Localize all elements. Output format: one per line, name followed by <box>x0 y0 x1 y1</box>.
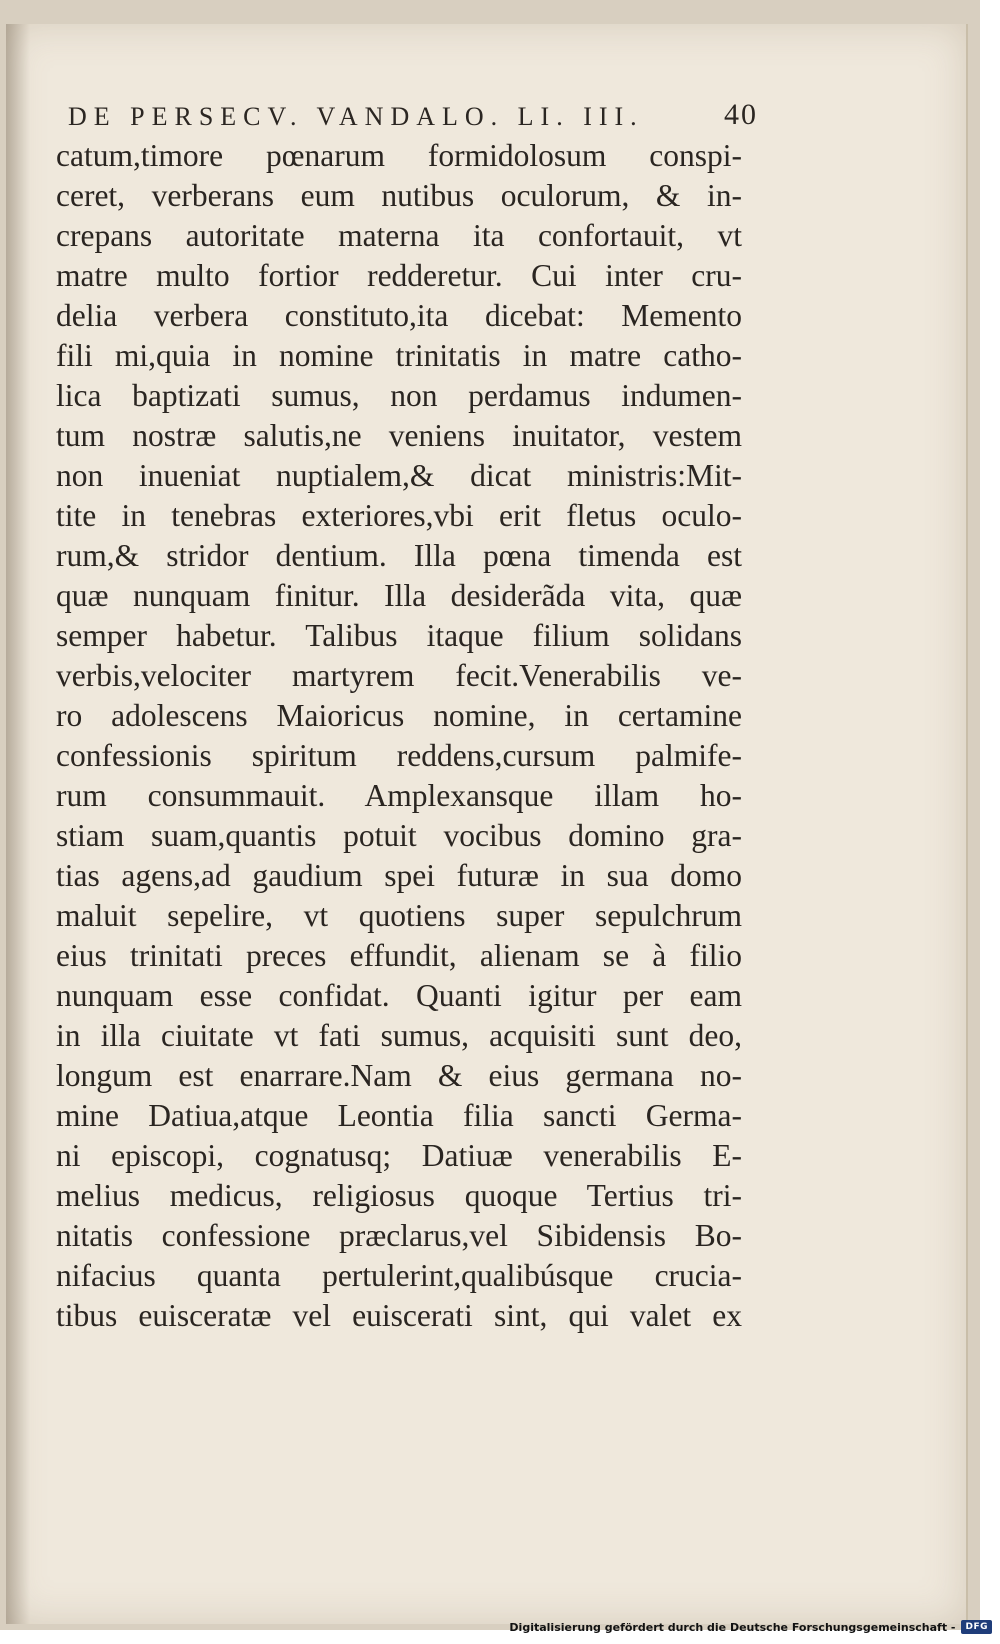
text-line: delia verbera constituto,ita dicebat: Memento <box>56 298 742 333</box>
text-line: rum consummauit. Amplexansque illam ho- <box>56 778 742 813</box>
text-line: lica baptizati sumus, non perdamus indumen- <box>56 378 742 413</box>
text-line: tite in tenebras exteriores,vbi erit fletus oculo- <box>56 498 742 533</box>
text-line: eius trinitati preces effundit, alienam se à filio <box>56 938 742 973</box>
text-line: maluit sepelire, vt quotiens super sepulchrum <box>56 898 742 933</box>
text-line: mine Datiua,atque Leontia filia sancti Germa- <box>56 1098 742 1133</box>
text-line: ceret, verberans eum nutibus oculorum, & in- <box>56 178 742 213</box>
text-line: matre multo fortior redderetur. Cui inter cru- <box>56 258 742 293</box>
text-line: tibus euisceratæ vel euiscerati sint, qui valet ex <box>56 1298 742 1333</box>
gutter-shadow <box>6 24 30 1624</box>
text-line: ni episcopi, cognatusq; Datiuæ venerabilis E- <box>56 1138 742 1173</box>
text-line: quæ nunquam finitur. Illa desiderãda vita, quæ <box>56 578 742 613</box>
text-line: in illa ciuitate vt fati sumus, acquisiti sunt deo, <box>56 1018 742 1053</box>
text-line: non inueniat nuptialem,& dicat ministris:Mit- <box>56 458 742 493</box>
text-line: melius medicus, religiosus quoque Tertius tri- <box>56 1178 742 1213</box>
text-line: rum,& stridor dentium. Illa pœna timenda est <box>56 538 742 573</box>
text-line: tum nostræ salutis,ne veniens inuitator, vestem <box>56 418 742 453</box>
digitization-credit <box>509 1616 992 1638</box>
text-line: nifacius quanta pertulerint,qualibúsque crucia- <box>56 1258 742 1293</box>
body-text <box>56 136 742 1336</box>
text-line: ro adolescens Maioricus nomine, in certamine <box>56 698 742 733</box>
dfg-logo-icon: DFG <box>961 1620 992 1634</box>
text-line: stiam suam,quantis potuit vocibus domino gra- <box>56 818 742 853</box>
running-head <box>68 88 758 132</box>
page-number: 40 <box>724 98 758 131</box>
text-line: verbis,velociter martyrem fecit.Venerabilis ve- <box>56 658 742 693</box>
running-title: DE PERSECV. VANDALO. LI. III. <box>68 102 644 131</box>
text-line: nunquam esse confidat. Quanti igitur per eam <box>56 978 742 1013</box>
text-line: tias agens,ad gaudium spei futuræ in sua domo <box>56 858 742 893</box>
text-line: catum,timore pœnarum formidolosum conspi- <box>56 138 742 173</box>
text-line: fili mi,quia in nomine trinitatis in matre catho- <box>56 338 742 373</box>
text-line: longum est enarrare.Nam & eius germana no- <box>56 1058 742 1093</box>
text-line: confessionis spiritum reddens,cursum palmife- <box>56 738 742 773</box>
text-line: crepans autoritate materna ita confortauit, vt <box>56 218 742 253</box>
text-line: semper habetur. Talibus itaque filium solidans <box>56 618 742 653</box>
credit-text: Digitalisierung gefördert durch die Deutsche Forschungsgemeinschaft - <box>509 1620 956 1634</box>
text-line: nitatis confessione præclarus,vel Sibidensis Bo- <box>56 1218 742 1253</box>
